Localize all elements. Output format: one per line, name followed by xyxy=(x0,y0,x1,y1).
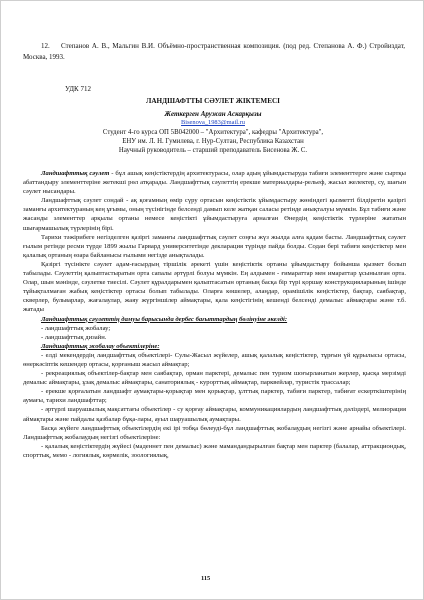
affiliation-line: ЕНУ им. Л. Н. Гумилева, г. Нур-Султан, Республика Казахстан xyxy=(122,138,304,146)
author-name: Жеткерген Аружан Аскарқызы xyxy=(164,110,262,118)
affiliation-line: Научный руководитель – старший преподаватель Бисенова Ж. С. xyxy=(118,147,308,155)
list-item: - ландшафттық жобалау; xyxy=(41,324,111,332)
list-item: - ерекше қорғалатын ландшафт аумақтары-қорықтар мен қорықтар, ұлттық парктер, табиғи парктер, табиғат ескерткіштерінің аумағы, тарихи ландшафттар; xyxy=(23,388,406,405)
list-item: - рекреациялық объектілер-бақтар мен саябақтар, орман парктері, демалыс пен туризм шоғырланатын жерлер, қысқа мерзімді демалыс аймақтары, ұзақ демалыс аймақтары, санаториялық - курорттық аймақтар, парквейлар, туристік трассалар; xyxy=(23,370,406,387)
section-heading: Ландшафттық жобалау объектілеріне: xyxy=(41,342,160,350)
paragraph: Басқа жүйеге ландшафттық объектілердің екі ірі тобқа бөлеуді-бұл ландшафттық жобалаудың негізгі және арнайы объектілері. Ландшафттық жобалаудың негізгі объектілеріне: xyxy=(23,424,406,441)
article-title: ЛАНДШАФТТЫ СӘУЛЕТ ЖІКТЕМЕСІ xyxy=(146,97,280,105)
paragraph-text: - бұл ашық кеңістіктердің архитектурасы, олар адың ұйымдастыруда табиғи элементтерге және сыртқы абаттандыру элементтеріне жетекші рөл атқарады. Ландшафттық сәулеттің ерекше материалдары-рельеф, жасыл желектер, су, шағын сәулет нысандары. xyxy=(23,170,406,196)
paragraph: Ландшафттық сәулет сондай - ақ қоғамның өмір сүру ортасын кеңістіктік ұйымдастыру жөніндегі қызметті білдіретін қазіргі заманғы архитектураның кең ұғымы, оның түсінігінде белсенді дамып келе жатқан саласы ретінде анықталуы мүмкін. Бұл табиғи және жасанды элементтер арқылы ортаны немесе кеңістікті ұйымдастыруға арналған Өнердің кеңістіктік түрлеріне жататын шығармашылық түрлерінің бірі. xyxy=(23,197,406,232)
paragraph xyxy=(23,169,406,196)
defined-term: Ландшафттық сәулет xyxy=(41,170,110,177)
reference-number: 12. xyxy=(41,42,50,50)
reference-text: Степанов А. В., Мальгин В.И. Объёмно-пространственная композиция. (под ред. Степанова А. Ф.) Стройиздат, Москва, 1993. xyxy=(23,42,405,61)
reference-entry xyxy=(23,41,405,62)
udk-code: УДК 712 xyxy=(65,85,91,93)
affiliation-line: Студент 4-го курса ОП 5В042000 – "Архитектура", кафедры "Архитектура", xyxy=(102,129,324,136)
article-body xyxy=(23,169,406,460)
author-affiliation xyxy=(1,128,424,156)
list-item: - елді мекендердің ландшафттық объектілері- Сулы-Жасыл жүйелер, ашық қалалық кеңістіктер, тұрғын үй құрылысы ортасы, өнеркәсіптік кешендер ортасы, қорғаныш жасыл аймақтар; xyxy=(23,351,406,368)
paragraph: Тарихи тәжірибеге негізделген қазіргі заманғы ландшафттық сәулет соңғы жүз жылда алға қадам басты. Ландшафттық сәулет ғылым ретінде ресми түрде 1899 жылы Гарвард университетінде декларация түрінде пайда болды. Содан бері табиғи кеңістіктер мен қалалық ортаның өзара байланысы ғылыми негізде анықталады. xyxy=(23,233,406,259)
list-item: - әртүрлі шаруашылық мақсаттағы объектілер - су қорғау аймақтары, коммуникациялардың ландшафттық дәліздері, мелиорация аймақтары және пайдалы қазбалар бұқа-лары, ауыл шаруашылық аумақтары. xyxy=(23,406,406,423)
page-number: 115 xyxy=(201,575,211,582)
list-item: - қалалық кеңістіктердің жүйесі (маденнет пен демалыс) және мамандандырылған бақтар мен парктер (балалар, аттракциондық, спорттық, мемо - логиялық, көрмелік, зоологиялық, xyxy=(23,442,406,459)
section-heading: Ландшафттық сәулеттің дамуы барысында дербес бағыттардың бөлінуіне әкелді: xyxy=(41,315,288,323)
list-item: - ландшафттық дизайн. xyxy=(41,333,107,341)
paragraph: Қазіргі түсінікте сәулет адам-ғасырдың тіршілік әрекеті үшін кеңістіктік ортаны ұйымдастыру бойынша қызмет болып табылады. Сәулеттің қалыптастыратын орта сапалы әртүрлі болуы мүмкін. Ең алдымен - ғимараттар мен имараттар ұсынылған орта. Олар, шын мәнінде, сәулетке тиесілі. Сәулет құралдарымен қалыптасатын ортаның басқа бір түрі қоршау конструкцияларының ішінде тұйықталмаған жабық кеңістіктер ортасы болып табылады. Оларға көшелер, алаңдар, орамішілік кеңістіктер, бақтар, саябақтар, скверлер, бульварлар, жағалаулар, жаяу жүргіншілер аймақтары, қала кеңістігінің кешенді белсенді демалыс аймақтары және т.б. жатады xyxy=(23,260,406,314)
author-email-link[interactable]: Bisenova_1983@mail.ru xyxy=(181,119,245,126)
